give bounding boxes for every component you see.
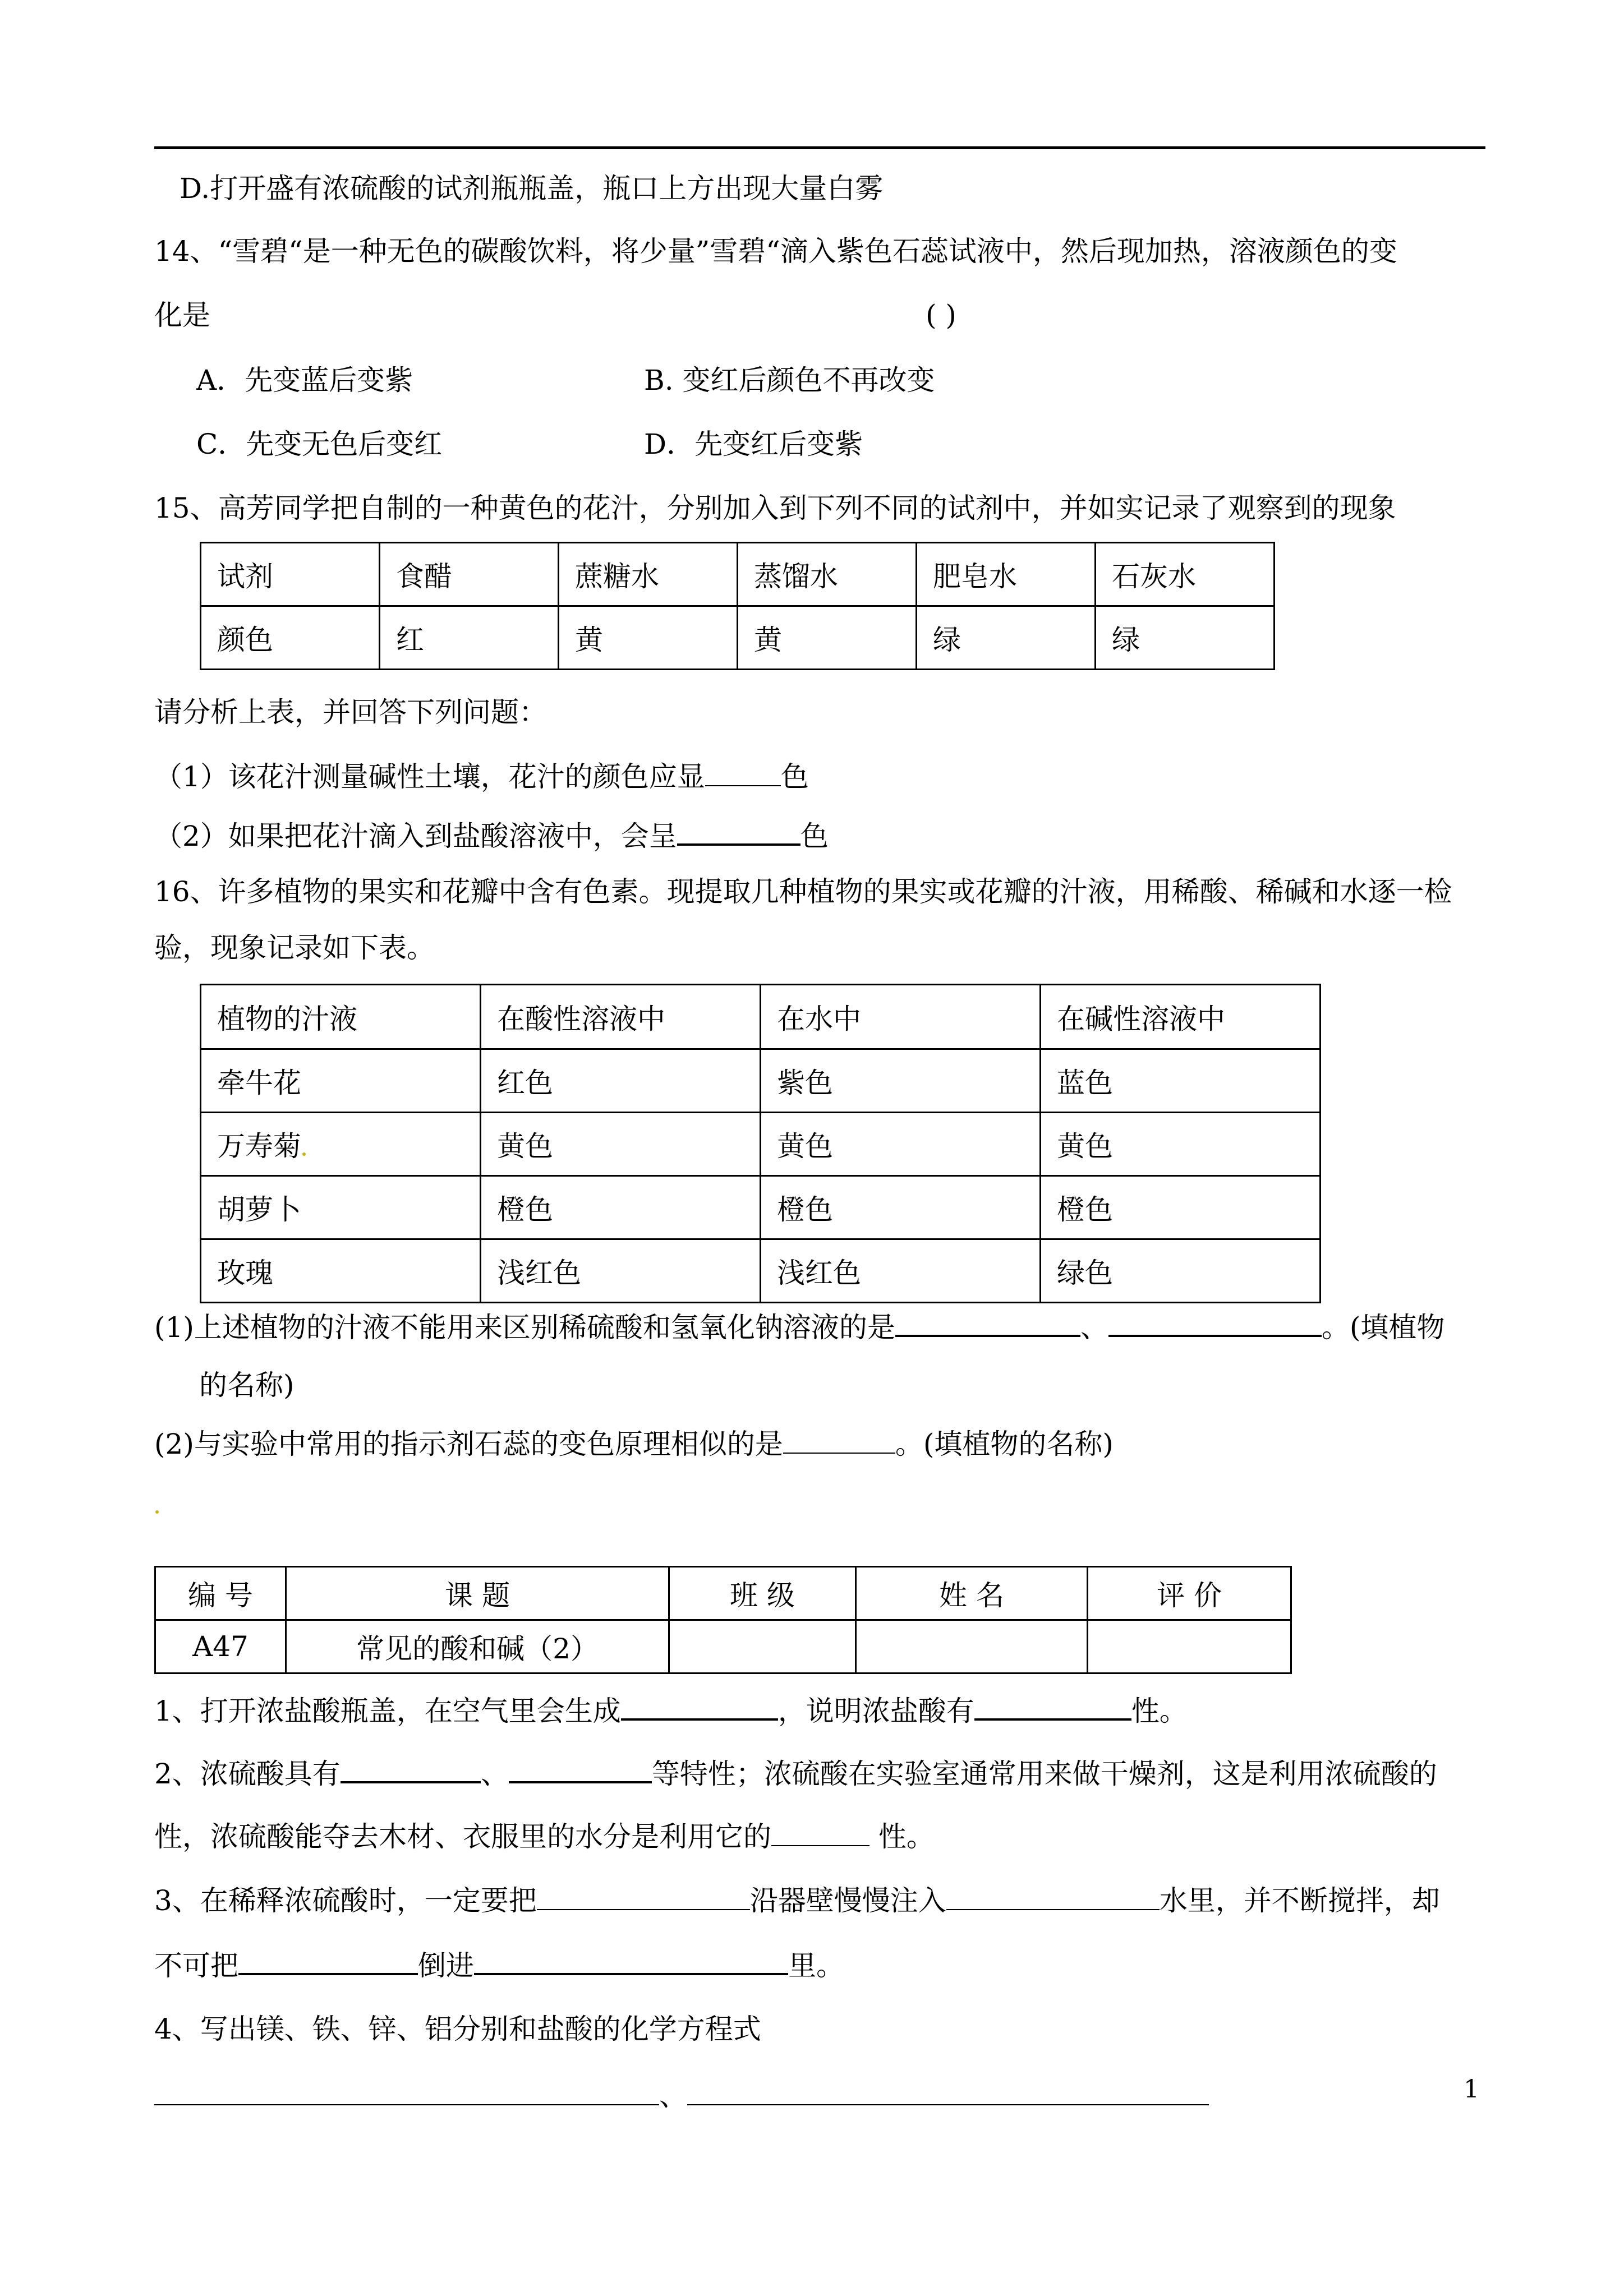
table-cell: 颜色 bbox=[201, 606, 380, 670]
q15-table bbox=[200, 542, 1275, 670]
lesson-info-table bbox=[154, 1566, 1292, 1674]
table-row bbox=[201, 985, 1321, 1049]
q14-option-d: D．先变红后变紫 bbox=[644, 428, 863, 460]
q15-stem: 15、高芳同学把自制的一种黄色的花汁，分别加入到下列不同的试剂中，并如实记录了观察到的现象 bbox=[154, 492, 1396, 524]
q16-sub1-cont: 的名称) bbox=[199, 1369, 295, 1401]
table-cell: 橙色 bbox=[481, 1176, 761, 1239]
table-cell: 紫色 bbox=[761, 1049, 1041, 1113]
table-cell: 在酸性溶液中 bbox=[481, 985, 761, 1049]
table-row bbox=[201, 543, 1275, 606]
table-cell: A47 bbox=[155, 1620, 286, 1673]
answer-blank[interactable] bbox=[974, 1693, 1131, 1721]
table-cell: 万寿菊 bbox=[201, 1113, 481, 1176]
table-cell: 姓 名 bbox=[856, 1567, 1088, 1620]
q16-stem-line1: 16、许多植物的果实和花瓣中含有色素。现提取几种植物的果实或花瓣的汁液，用稀酸、稀碱和水逐一检 bbox=[154, 875, 1452, 908]
a47-q3: 3、在稀释浓硫酸时，一定要把 沿器壁慢慢注入 水里，并不断搅拌，却 bbox=[154, 1884, 1440, 1917]
answer-blank[interactable] bbox=[154, 2078, 659, 2105]
header-rule bbox=[154, 146, 1485, 149]
q14-stem-line2: 化是 bbox=[154, 299, 210, 331]
q14-option-b: B. 变红后颜色不再改变 bbox=[644, 364, 935, 397]
page-number: 1 bbox=[1464, 2075, 1479, 2104]
answer-blank[interactable] bbox=[687, 2078, 1209, 2105]
q16-stem-line2: 验，现象记录如下表。 bbox=[154, 932, 435, 964]
answer-blank[interactable] bbox=[705, 759, 781, 786]
a47-q1: 1、打开浓盐酸瓶盖，在空气里会生成 ，说明浓盐酸有 性。 bbox=[154, 1693, 1188, 1728]
table-cell: 黄 bbox=[559, 606, 738, 670]
table-cell: 黄 bbox=[738, 606, 917, 670]
q14-answer-paren: ( ) bbox=[926, 299, 956, 331]
answer-blank[interactable] bbox=[783, 1427, 895, 1454]
table-row bbox=[155, 1620, 1291, 1673]
table-cell: 常见的酸和碱（2） bbox=[286, 1620, 669, 1673]
table-cell: 橙色 bbox=[1041, 1176, 1321, 1239]
stray-dot bbox=[155, 1510, 159, 1514]
table-row bbox=[201, 606, 1275, 670]
table-cell: 浅红色 bbox=[481, 1239, 761, 1303]
table-cell: 玫瑰 bbox=[201, 1239, 481, 1303]
a47-q2-line2: 性，浓硫酸能夺去木材、衣服里的水分是利用它的 性。 bbox=[154, 1820, 935, 1853]
table-cell: 浅红色 bbox=[761, 1239, 1041, 1303]
table-cell: 评 价 bbox=[1088, 1567, 1291, 1620]
table-cell: 蔗糖水 bbox=[559, 543, 738, 606]
q14-stem-line1: 14、“雪碧“是一种无色的碳酸饮料，将少量”雪碧“滴入紫色石蕊试液中，然后现加热，溶液颜色的变 bbox=[154, 235, 1397, 268]
answer-blank[interactable] bbox=[621, 1693, 778, 1721]
q14-option-c: C．先变无色后变红 bbox=[196, 428, 443, 460]
table-cell: 黄色 bbox=[761, 1113, 1041, 1176]
a47-q4: 4、写出镁、铁、锌、铝分别和盐酸的化学方程式 bbox=[154, 2013, 761, 2045]
table-cell: 石灰水 bbox=[1096, 543, 1275, 606]
stray-dot bbox=[302, 1152, 306, 1156]
answer-blank[interactable] bbox=[677, 818, 801, 846]
table-cell: 食醋 bbox=[380, 543, 559, 606]
table-cell: 在碱性溶液中 bbox=[1041, 985, 1321, 1049]
name-cell[interactable] bbox=[856, 1620, 1088, 1673]
q16-sub1: (1)上述植物的汁液不能用来区别稀硫酸和氢氧化钠溶液的是 、 。(填植物 bbox=[154, 1309, 1444, 1344]
class-cell[interactable] bbox=[669, 1620, 856, 1673]
table-cell: 红色 bbox=[481, 1049, 761, 1113]
table-row bbox=[201, 1113, 1321, 1176]
a47-q4-answer-line: 、 bbox=[154, 2078, 1209, 2113]
answer-blank[interactable] bbox=[474, 1947, 788, 1975]
answer-blank[interactable] bbox=[537, 1883, 750, 1910]
q14-option-a: A．先变蓝后变紫 bbox=[196, 364, 413, 397]
q16-sub2: (2)与实验中常用的指示剂石蕊的变色原理相似的是 。(填植物的名称) bbox=[154, 1428, 1114, 1460]
table-row bbox=[201, 1049, 1321, 1113]
q15-sub1: （1）该花汁测量碱性土壤，花汁的颜色应显 色 bbox=[154, 760, 809, 793]
table-cell: 绿 bbox=[917, 606, 1096, 670]
table-cell: 肥皂水 bbox=[917, 543, 1096, 606]
table-cell: 蒸馏水 bbox=[738, 543, 917, 606]
table-cell: 红 bbox=[380, 606, 559, 670]
answer-blank[interactable] bbox=[946, 1883, 1160, 1910]
table-cell: 牵牛花 bbox=[201, 1049, 481, 1113]
table-cell: 橙色 bbox=[761, 1176, 1041, 1239]
table-cell: 编 号 bbox=[155, 1567, 286, 1620]
table-cell: 蓝色 bbox=[1041, 1049, 1321, 1113]
answer-blank[interactable] bbox=[509, 1755, 652, 1783]
table-cell: 植物的汁液 bbox=[201, 985, 481, 1049]
table-cell: 班 级 bbox=[669, 1567, 856, 1620]
q15-instruction: 请分析上表，并回答下列问题： bbox=[154, 696, 547, 729]
q13-option-d: D.打开盛有浓硫酸的试剂瓶瓶盖，瓶口上方出现大量白雾 bbox=[180, 172, 884, 205]
grade-cell[interactable] bbox=[1088, 1620, 1291, 1673]
answer-blank[interactable] bbox=[771, 1819, 869, 1846]
table-cell: 绿色 bbox=[1041, 1239, 1321, 1303]
answer-blank[interactable] bbox=[1108, 1309, 1322, 1337]
q15-sub2: （2）如果把花汁滴入到盐酸溶液中，会呈 色 bbox=[154, 818, 829, 853]
table-cell: 在水中 bbox=[761, 985, 1041, 1049]
answer-blank[interactable] bbox=[895, 1309, 1080, 1337]
table-cell: 胡萝卜 bbox=[201, 1176, 481, 1239]
table-row bbox=[201, 1176, 1321, 1239]
table-row bbox=[201, 1239, 1321, 1303]
table-cell: 课 题 bbox=[286, 1567, 669, 1620]
q16-table bbox=[200, 984, 1321, 1303]
table-cell: 绿 bbox=[1096, 606, 1275, 670]
a47-q2: 2、浓硫酸具有 、 等特性；浓硫酸在实验室通常用来做干燥剂，这是利用浓硫酸的 bbox=[154, 1755, 1437, 1791]
a47-q3-line2: 不可把 倒进 里。 bbox=[154, 1947, 844, 1983]
table-cell: 试剂 bbox=[201, 543, 380, 606]
table-cell: 黄色 bbox=[481, 1113, 761, 1176]
table-row bbox=[155, 1567, 1291, 1620]
answer-blank[interactable] bbox=[238, 1947, 418, 1975]
answer-blank[interactable] bbox=[341, 1755, 481, 1783]
table-cell: 黄色 bbox=[1041, 1113, 1321, 1176]
